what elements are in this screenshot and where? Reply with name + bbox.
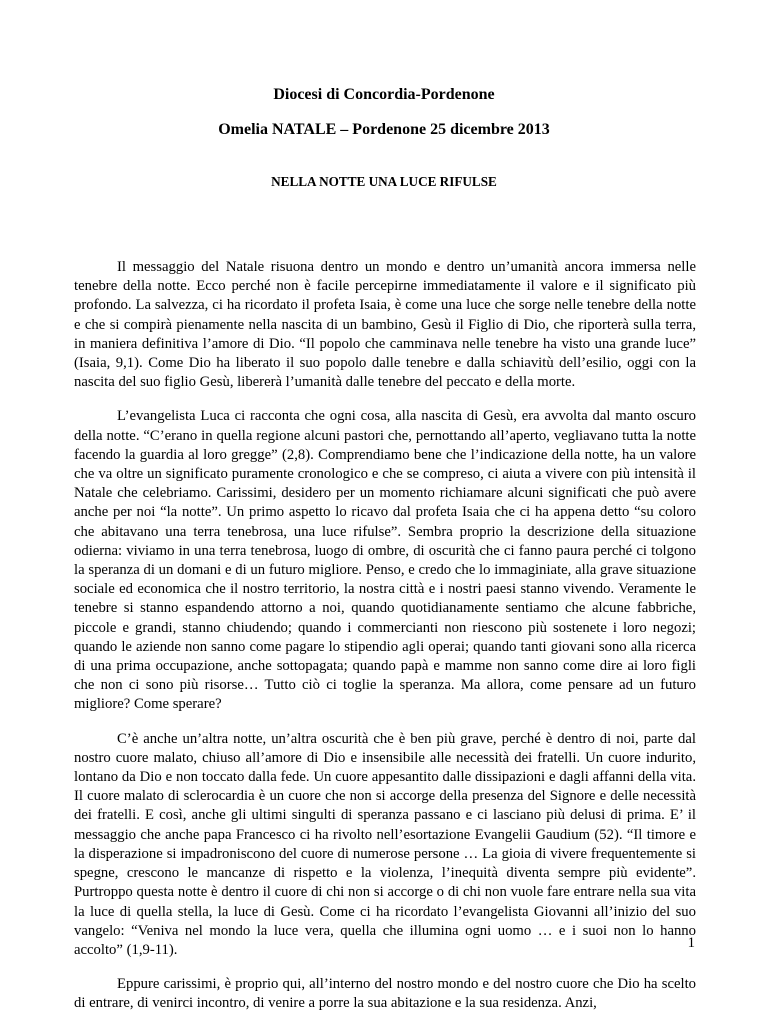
homily-subtitle: NELLA NOTTE UNA LUCE RIFULSE <box>271 174 497 189</box>
paragraph-4: Eppure carissimi, è proprio qui, all’interno del nostro mondo e del nostro cuore che Dio ha scelto di entrare, di venirci incontro, di venire a porre la sua abitazione e la sua residenza. Anzi, <box>74 976 696 1012</box>
paragraph-2: L’evangelista Luca ci racconta che ogni cosa, alla nascita di Gesù, era avvolta dal manto oscuro della notte. “C’erano in quella regione alcuni pastori che, pernottando all’aperto, vegliavano tutta la notte facendo la guardia al loro gregge” (2,8). Comprendiamo bene che l’indicazione della notte, ha un valore che va oltre un significato puramente cronologico e che se compreso, ci aiuta a vivere con più intensità il Natale che celebriamo. Carissimi, desidero per un momento richiamare alcuni significati che può avere anche per noi “la notte”. Un primo aspetto lo ricavo dal profeta Isaia che ci ha appena detto “su coloro che abitavano una terra tenebrosa, una luce rifulse”. Sembra proprio la descrizione della situazione odierna: viviamo in una terra tenebrosa, luogo di ombre, di oscurità che ci fanno paura perché ci tolgono la speranza di un domani e di un futuro migliore. Penso, e credo che lo immaginiate, alla grave situazione sociale ed economica che il nostro territorio, la nostra città e i nostri paesi stanno vivendo. Veramente le tenebre si stanno espandendo attorno a noi, quando quotidianamente sentiamo che alcune fabbriche, piccole e grandi, stanno chiudendo; quando i commercianti non riescono più sostenete i loro negozi; quando le aziende non sanno come pagare lo stipendio agli operai; quando tanti giovani sono alla ricerca di una prima occupazione, anche sottopagata; quando papà e mamme non sanno come dire ai loro figli che non ci sono più risorse… Tutto ciò ci toglie la speranza. Ma allora, come pensare ad un futuro migliore? Come sperare? <box>74 408 696 713</box>
homily-body <box>74 258 696 1029</box>
homily-title: Omelia NATALE – Pordenone 25 dicembre 2013 <box>218 121 550 138</box>
paragraph-1: Il messaggio del Natale risuona dentro un mondo e dentro un’umanità ancora immersa nelle tenebre della notte. Ecco perché non è facile percepirne immediatamente il valore e il significato più profondo. La salvezza, ci ha ricordato il profeta Isaia, è come una luce che sorge nelle tenebre della notte e che si compirà pienamente nella nascita di un bambino, Gesù il Figlio di Dio, che riporterà sulla terra, in maniera definitiva l’amore di Dio. “Il popolo che camminava nelle tenebre ha visto una grande luce” (Isaia, 9,1). Come Dio ha liberato il suo popolo dalle tenebre e dalla schiavitù dell’esilio, oggi con la nascita del suo figlio Gesù, libererà l’umanità dalle tenebre del peccato e della morte. <box>74 259 696 391</box>
diocese-heading: Diocesi di Concordia-Pordenone <box>273 86 495 103</box>
page-number: 1 <box>687 935 695 951</box>
paragraph-3: C’è anche un’altra notte, un’altra oscurità che è ben più grave, perché è dentro di noi, parte dal nostro cuore malato, chiuso all’amore di Dio e insensibile alle necessità dei fratelli. Un cuore indurito, lontano da Dio e non toccato dalla fede. Un cuore appesantito dalle dissipazioni e dagli affanni della vita. Il cuore malato di sclerocardia è un cuore che non si accorge della presenza del Signore e delle necessità dei fratelli. E così, anche gli ultimi singulti di speranza passano e ci lasciano più delusi di prima. E’ il messaggio che anche papa Francesco ci ha rivolto nell’esortazione Evangelii Gaudium (52). “Il timore e la disperazione si impadroniscono del cuore di numerose persone … La gioia di vivere frequentemente si spegne, crescono le mancanze di rispetto e la violenza, l’inequità diventa sempre più evidente”. Purtroppo questa notte è dentro il cuore di chi non si accorge o di chi non vuole fare entrare nella sua vita la luce di quella stella, la luce di Gesù. Come ci ha ricordato l’evangelista Giovanni all’inizio del suo vangelo: “Veniva nel mondo la luce vera, quella che illumina ogni uomo … e i suoi non lo hanno accolto” (1,9-11). <box>74 730 696 958</box>
